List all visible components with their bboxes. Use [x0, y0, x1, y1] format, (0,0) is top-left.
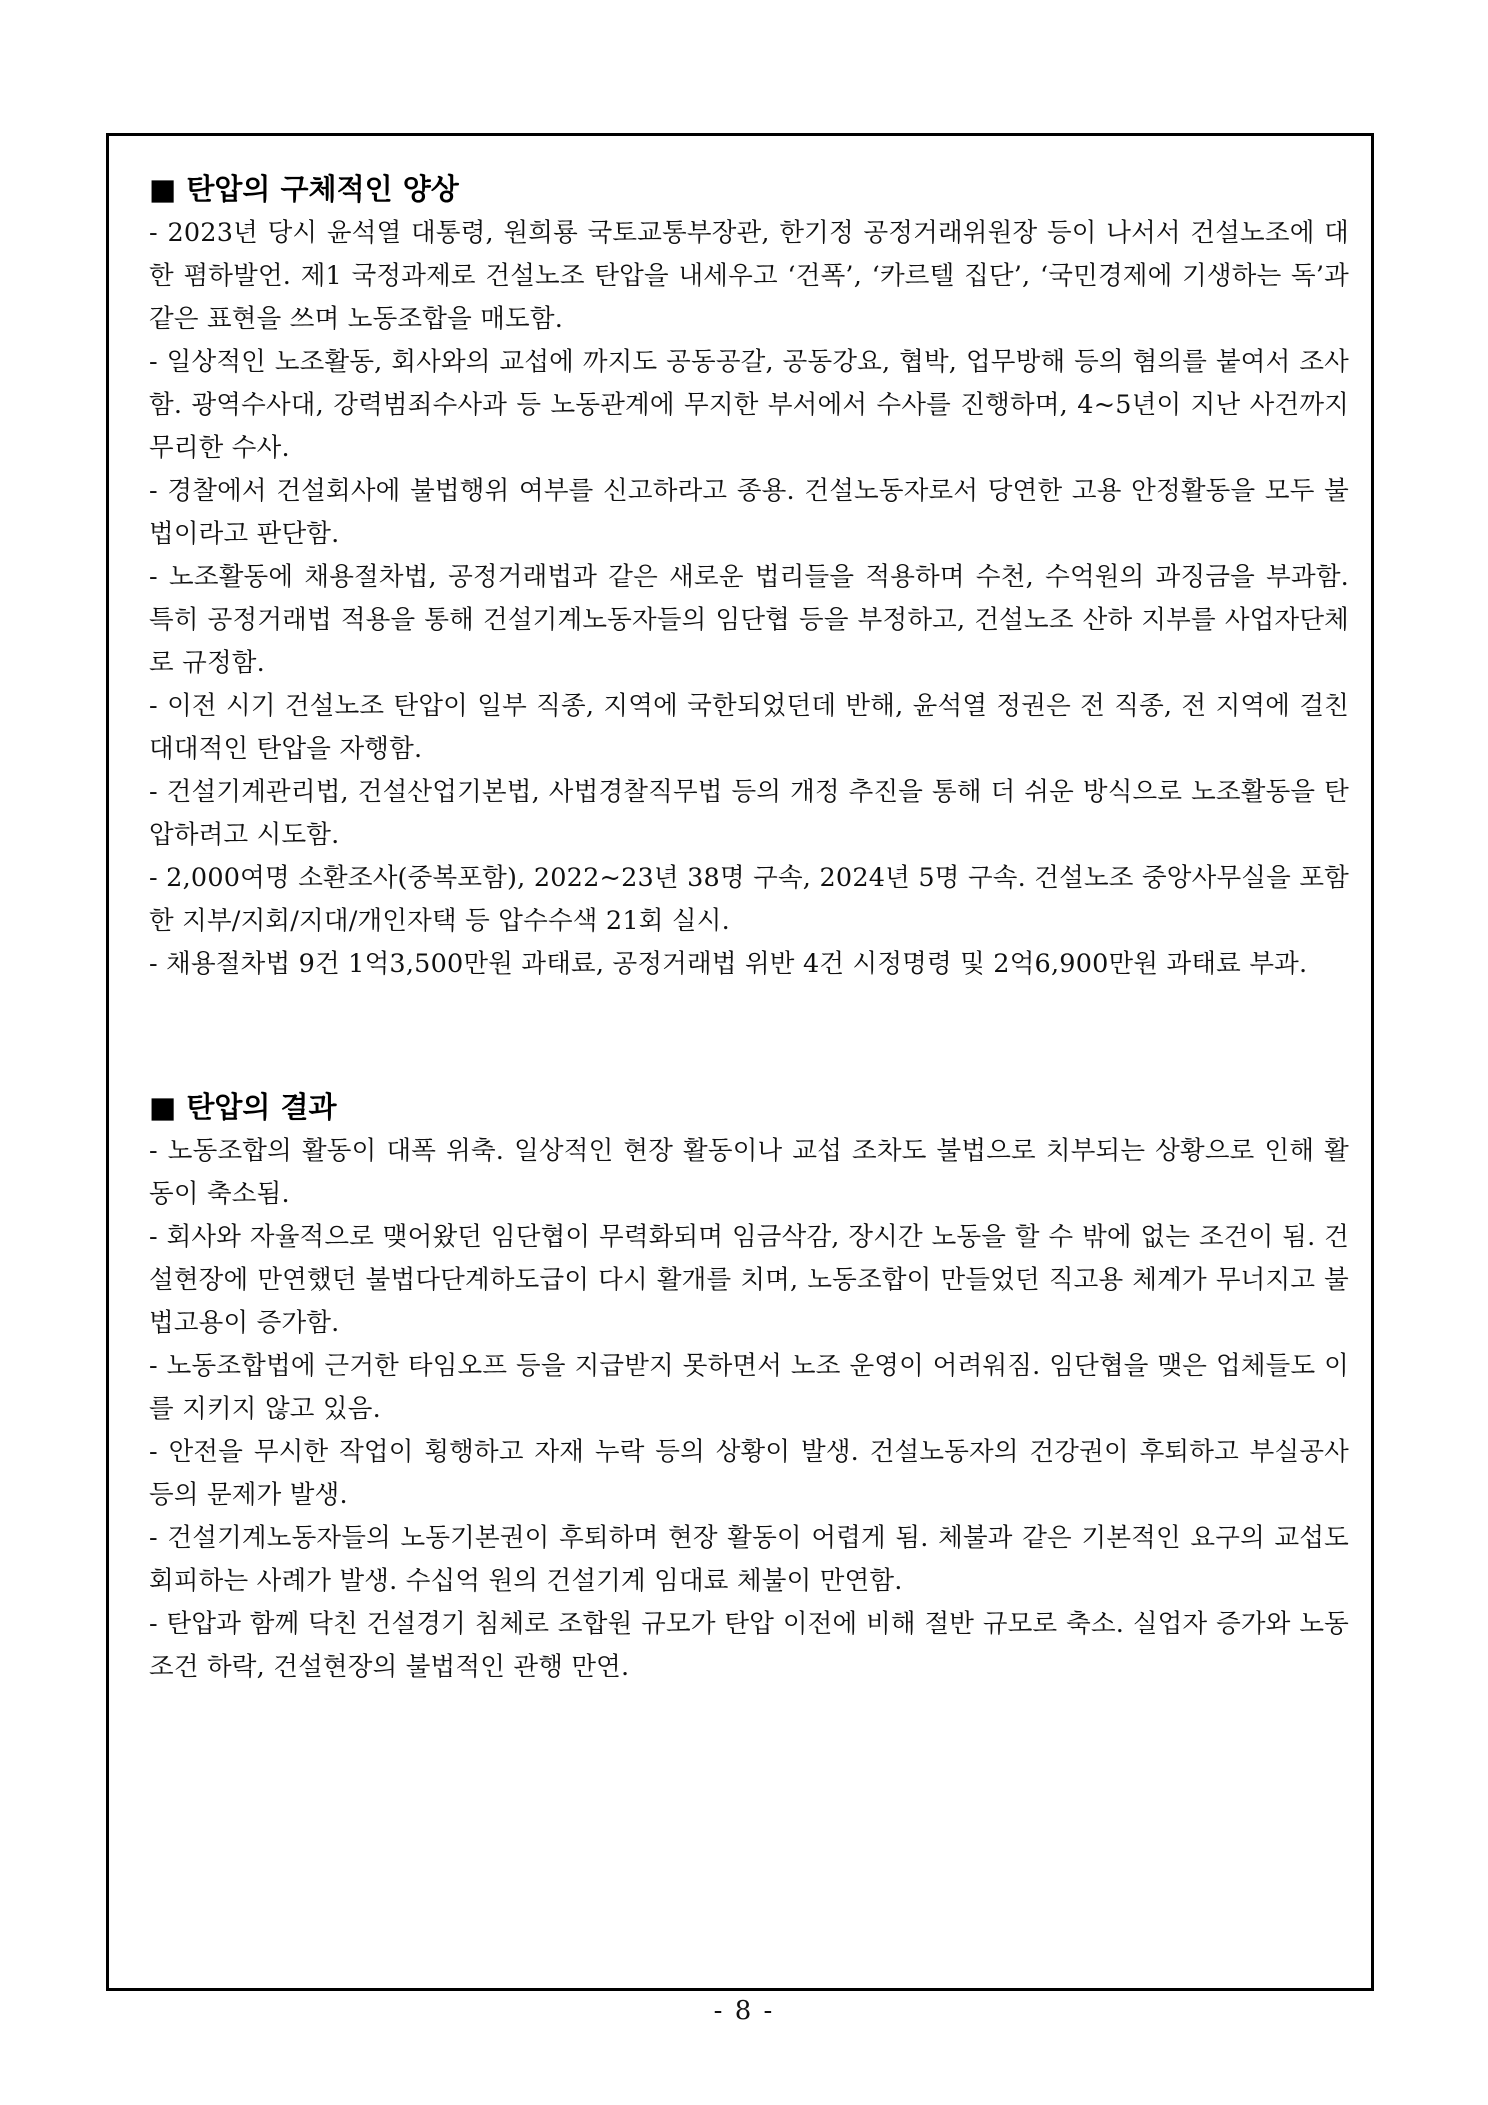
square-bullet-icon: ■ — [149, 1090, 177, 1124]
content-frame — [106, 133, 1374, 1991]
paragraph-item: - 채용절차법 9건 1억3,500만원 과태료, 공정거래법 위반 4건 시정명령 및 2억6,900만원 과태료 부과. — [149, 949, 1308, 979]
paragraph-item: - 노동조합법에 근거한 타임오프 등을 지급받지 못하면서 노조 운영이 어려워짐. 임단협을 맺은 업체들도 이를 지키지 않고 있음. — [149, 1351, 1349, 1424]
paragraph-item: - 2,000여명 소환조사(중복포함), 2022~23년 38명 구속, 2024년 5명 구속. 건설노조 중앙사무실을 포함한 지부/지회/지대/개인자택 등 압수수색 21회 실시. — [149, 863, 1349, 936]
paragraph-item: - 건설기계노동자들의 노동기본권이 후퇴하며 현장 활동이 어렵게 됨. 체불과 같은 기본적인 요구의 교섭도 회피하는 사례가 발생. 수십억 원의 건설기계 임대료 체불이 만연함. — [149, 1523, 1349, 1596]
paragraph-item: - 일상적인 노조활동, 회사와의 교섭에 까지도 공동공갈, 공동강요, 협박, 업무방해 등의 혐의를 붙여서 조사함. 광역수사대, 강력범죄수사과 등 노동관계에 무지한 부서에서 수사를 진행하며, 4~5년이 지난 사건까지 무리한 수사. — [149, 347, 1349, 463]
square-bullet-icon: ■ — [149, 172, 177, 206]
section-title: 탄압의 결과 — [186, 1090, 337, 1124]
paragraph-item: - 회사와 자율적으로 맺어왔던 임단협이 무력화되며 임금삭감, 장시간 노동을 할 수 밖에 없는 조건이 됨. 건설현장에 만연했던 불법다단계하도급이 다시 활개를 치며, 노동조합이 만들었던 직고용 체계가 무너지고 불법고용이 증가함. — [149, 1222, 1349, 1338]
section-heading-repression-aspects — [149, 166, 1349, 212]
page-number: - 8 - — [713, 1996, 775, 2026]
paragraph-item: - 노조활동에 채용절차법, 공정거래법과 같은 새로운 법리들을 적용하며 수천, 수억원의 과징금을 부과함. 특히 공정거래법 적용을 통해 건설기계노동자들의 임단협 등을 부정하고, 건설노조 산하 지부를 사업자단체로 규정함. — [149, 562, 1349, 678]
content-body — [149, 166, 1349, 1689]
paragraph-item: - 안전을 무시한 작업이 횡행하고 자재 누락 등의 상황이 발생. 건설노동자의 건강권이 후퇴하고 부실공사 등의 문제가 발생. — [149, 1437, 1349, 1510]
section-spacer — [149, 986, 1349, 1084]
paragraph-item: - 이전 시기 건설노조 탄압이 일부 직종, 지역에 국한되었던데 반해, 윤석열 정권은 전 직종, 전 지역에 걸친 대대적인 탄압을 자행함. — [149, 691, 1349, 764]
paragraph-item: - 경찰에서 건설회사에 불법행위 여부를 신고하라고 종용. 건설노동자로서 당연한 고용 안정활동을 모두 불법이라고 판단함. — [149, 476, 1349, 549]
paragraph-item: - 건설기계관리법, 건설산업기본법, 사법경찰직무법 등의 개정 추진을 통해 더 쉬운 방식으로 노조활동을 탄압하려고 시도함. — [149, 777, 1349, 850]
paragraph-item: - 탄압과 함께 닥친 건설경기 침체로 조합원 규모가 탄압 이전에 비해 절반 규모로 축소. 실업자 증가와 노동조건 하락, 건설현장의 불법적인 관행 만연. — [149, 1609, 1349, 1682]
paragraph-item: - 노동조합의 활동이 대폭 위축. 일상적인 현장 활동이나 교섭 조차도 불법으로 치부되는 상황으로 인해 활동이 축소됨. — [149, 1136, 1349, 1209]
section-heading-repression-results — [149, 1084, 1349, 1130]
paragraph-item: - 2023년 당시 윤석열 대통령, 원희룡 국토교통부장관, 한기정 공정거래위원장 등이 나서서 건설노조에 대한 폄하발언. 제1 국정과제로 건설노조 탄압을 내세우고 ‘건폭’, ‘카르텔 집단’, ‘국민경제에 기생하는 독’과 같은 표현을 쓰며 노동조합을 매도함. — [149, 218, 1349, 334]
section-title: 탄압의 구체적인 양상 — [186, 172, 459, 206]
